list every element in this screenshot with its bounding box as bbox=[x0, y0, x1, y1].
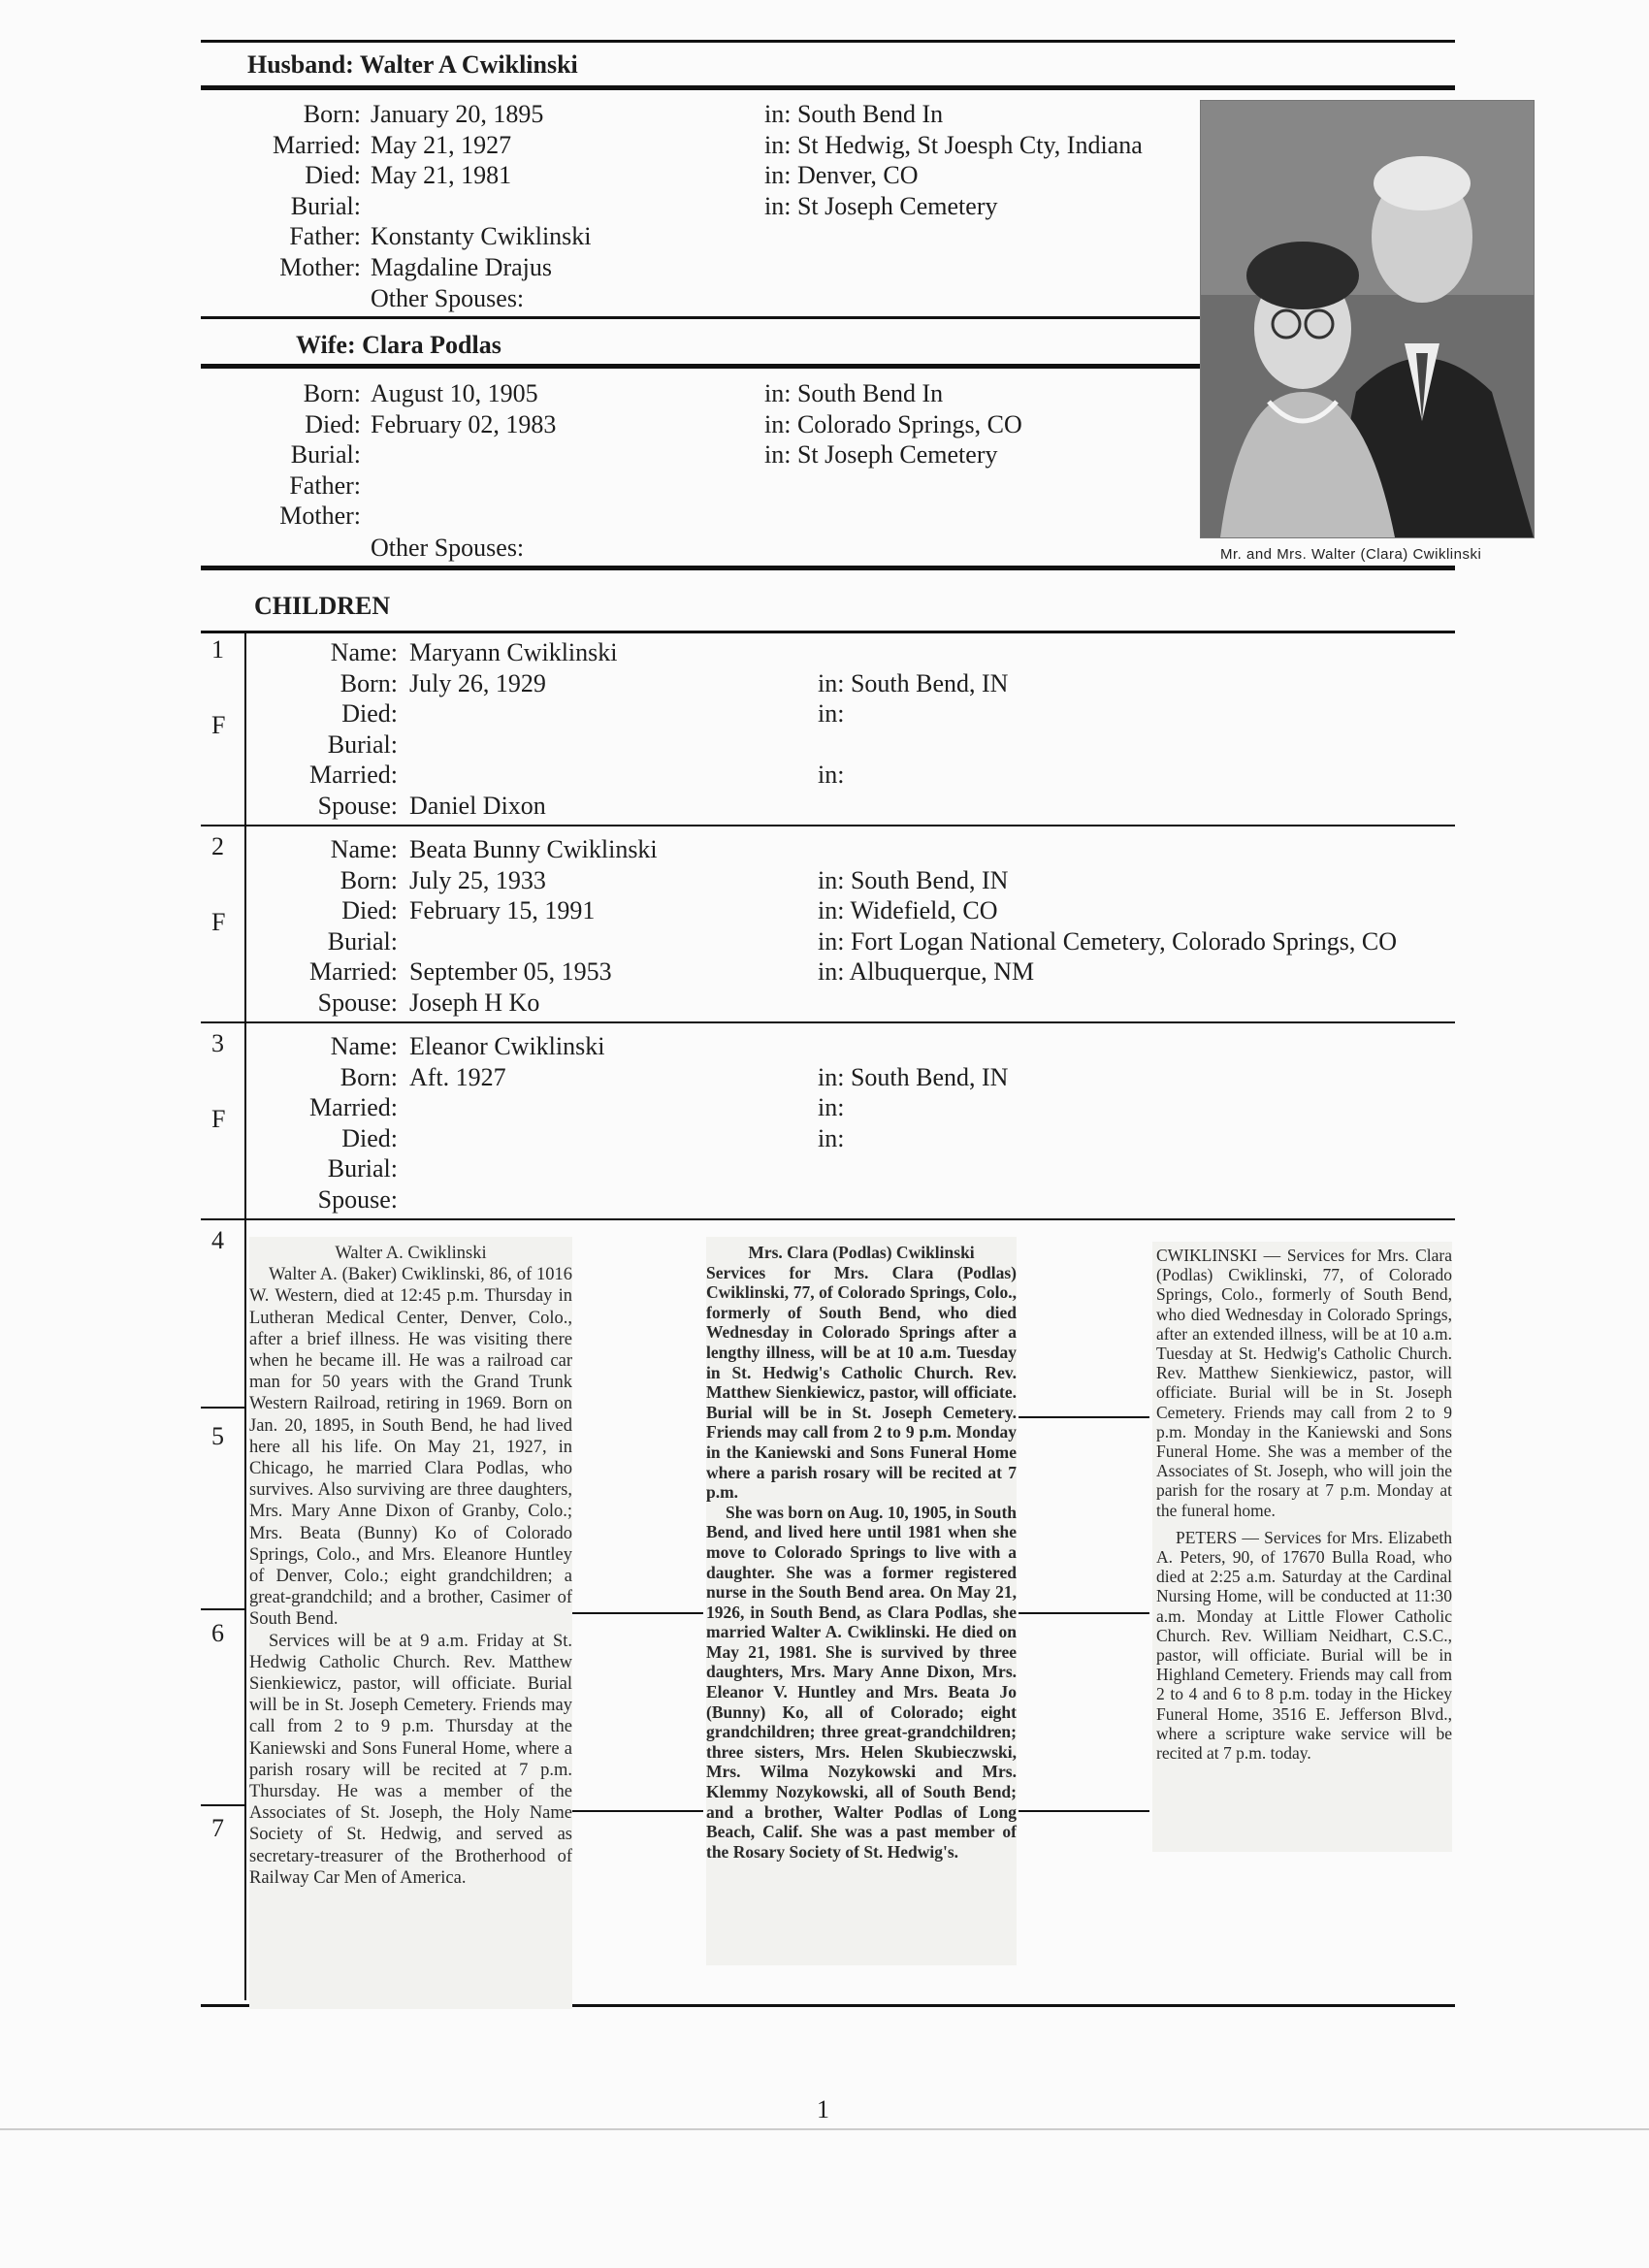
husband-fact-place-label: in: bbox=[764, 100, 792, 128]
children-rule bbox=[201, 631, 1455, 633]
walter-obituary-clipping bbox=[249, 1237, 572, 2009]
child-divider-1 bbox=[201, 825, 1455, 826]
child-fact-value: Eleanor Cwiklinski bbox=[409, 1032, 605, 1060]
child-divider-3 bbox=[201, 1218, 1455, 1220]
walter-obituary-services: Services will be at 9 a.m. Friday at St. Hedwig Catholic Church. Rev. Matthew Sienkiewicz, pastor, will officiate. Burial will be in St. Joseph Cemetery. Friends may call from 2 to 9 p.m. Thursday at the Kaniewski and Sons Funeral Home, where a parish rosary will be recited at 7 p.m. Thursday. He was a member of the Associates of St. Joseph, the Holy Name Society of St. Hedwig, and served as secretary-treasurer of the Brotherhood of Railway Car Men of America. bbox=[249, 1631, 572, 1888]
child-fact-label: Name: bbox=[330, 835, 398, 863]
wife-fact-label: Born: bbox=[303, 379, 361, 407]
child-divider-2 bbox=[201, 1021, 1455, 1023]
page-number: 1 bbox=[817, 2095, 829, 2123]
husband-fact-value: January 20, 1895 bbox=[371, 100, 544, 128]
child-fact-place bbox=[818, 865, 1008, 895]
child-fact-label: Born: bbox=[340, 1062, 398, 1091]
child-fact-label: Burial: bbox=[327, 1154, 398, 1183]
child-fact-label: Married: bbox=[309, 1093, 398, 1122]
husband-fact-label: Father: bbox=[289, 222, 361, 250]
child-fact-value: February 15, 1991 bbox=[409, 896, 596, 925]
child-fact-value: Beata Bunny Cwiklinski bbox=[409, 835, 658, 863]
scan-edge bbox=[0, 2128, 1649, 2130]
husband-other-spouses: Other Spouses: bbox=[371, 284, 525, 312]
husband-fact-place bbox=[764, 99, 943, 129]
husband-heading bbox=[247, 50, 578, 80]
husband-rule bbox=[201, 85, 1455, 90]
wife-fact-label: Burial: bbox=[290, 440, 361, 469]
husband-name: Walter A Cwiklinski bbox=[359, 50, 578, 79]
child-fact-value: July 25, 1933 bbox=[409, 865, 546, 894]
wife-name: Clara Podlas bbox=[362, 331, 501, 359]
child-fact-label: Spouse: bbox=[317, 792, 398, 820]
wife-other-spouses: Other Spouses: bbox=[371, 534, 525, 562]
wife-fact-place-label: in: bbox=[764, 409, 792, 438]
child-number-1: 1 bbox=[211, 635, 224, 664]
husband-fact-place bbox=[764, 130, 1143, 160]
child-fact-place bbox=[818, 895, 998, 925]
child-fact-label: Burial: bbox=[327, 926, 398, 956]
child-fact-place-label: in: bbox=[818, 668, 845, 697]
child-number-7: 7 bbox=[211, 1814, 224, 1842]
wife-heading-label: Wife: bbox=[296, 331, 356, 359]
child-fact-place-label: in: bbox=[818, 957, 845, 987]
child-fact-place-label: in: bbox=[818, 896, 845, 925]
row-line-6a bbox=[201, 1608, 244, 1610]
husband-fact-value: Magdaline Drajus bbox=[371, 252, 553, 281]
husband-fact-place-value: St Joseph Cemetery bbox=[796, 191, 998, 220]
clara-obituary-title: Mrs. Clara (Podlas) Cwiklinski bbox=[748, 1243, 975, 1262]
wife-fact-value: February 02, 1983 bbox=[371, 409, 557, 438]
husband-fact-label: Mother: bbox=[279, 252, 361, 281]
child-fact-label: Married: bbox=[309, 957, 398, 987]
wife-bottom-rule bbox=[201, 566, 1455, 570]
child-fact-label: Married: bbox=[309, 761, 398, 790]
husband-fact-place-value: South Bend In bbox=[796, 100, 944, 128]
wife-fact-label: Mother: bbox=[279, 502, 361, 530]
photo-caption: Mr. and Mrs. Walter (Clara) Cwiklinski bbox=[1220, 546, 1482, 563]
clara-obituary-clipping bbox=[706, 1237, 1017, 1965]
wife-rule bbox=[201, 364, 1200, 369]
child-sex: F bbox=[211, 908, 226, 936]
husband-fact-value: May 21, 1981 bbox=[371, 161, 512, 189]
child-fact-label: Spouse: bbox=[317, 988, 398, 1017]
walter-obituary-title: Walter A. Cwiklinski bbox=[335, 1244, 487, 1263]
row-line-6c bbox=[1018, 1612, 1149, 1614]
child-number-2: 2 bbox=[211, 832, 224, 860]
child-fact-label: Name: bbox=[330, 1032, 398, 1060]
husband-fact-label: Married: bbox=[273, 130, 361, 159]
child-fact-place bbox=[818, 668, 1008, 698]
child-fact-place bbox=[818, 956, 1034, 987]
child-fact-label: Burial: bbox=[327, 729, 398, 759]
child-fact-value: Daniel Dixon bbox=[409, 792, 546, 820]
wife-fact-place-value: Colorado Springs, CO bbox=[796, 409, 1022, 438]
couple-photo bbox=[1200, 100, 1535, 538]
child-fact-place-label: in: bbox=[818, 926, 845, 956]
wife-fact-label: Died: bbox=[305, 409, 361, 438]
husband-heading-label: Husband: bbox=[247, 50, 354, 79]
child-fact-place-value: South Bend, IN bbox=[850, 668, 1009, 697]
child-fact-place-value: South Bend, IN bbox=[850, 1062, 1009, 1091]
husband-fact-label: Burial: bbox=[290, 191, 361, 220]
husband-fact-place-value: St Hedwig, St Joesph Cty, Indiana bbox=[796, 130, 1143, 159]
child-fact-value: July 26, 1929 bbox=[409, 668, 546, 697]
child-fact-value: September 05, 1953 bbox=[409, 957, 612, 987]
child-fact-place-value: Albuquerque, NM bbox=[849, 957, 1035, 987]
husband-fact-place bbox=[764, 160, 919, 190]
wife-top-rule bbox=[201, 316, 1200, 319]
row-line-5a bbox=[201, 1407, 244, 1409]
child-fact-label: Died: bbox=[341, 1123, 398, 1152]
child-fact-place-label: in: bbox=[818, 865, 845, 894]
child-fact-place bbox=[818, 1062, 1008, 1092]
child-fact-label: Died: bbox=[341, 896, 398, 925]
child-fact-place-label: in: bbox=[818, 1062, 845, 1091]
wife-fact-value: August 10, 1905 bbox=[371, 379, 538, 407]
child-fact-value: Joseph H Ko bbox=[409, 988, 540, 1017]
child-fact-place-value: Widefield, CO bbox=[850, 896, 998, 925]
child-fact-label: Name: bbox=[330, 638, 398, 666]
child-number-4: 4 bbox=[211, 1226, 224, 1254]
husband-fact-label: Born: bbox=[303, 100, 361, 128]
child-fact-place bbox=[818, 698, 844, 729]
husband-fact-place-value: Denver, CO bbox=[796, 161, 919, 189]
row-line-7b bbox=[572, 1810, 703, 1812]
child-fact-label: Born: bbox=[340, 865, 398, 894]
child-number-3: 3 bbox=[211, 1029, 224, 1057]
child-fact-place-label: in: bbox=[818, 761, 845, 790]
peters-notice: PETERS — Services for Mrs. Elizabeth A. Peters, 90, of 17670 Bulla Road, who died at 2:25 a.m. Saturday at the Cardinal Nursing Home, will be conducted at 11:30 a.m. Monday at Little Flower Catholic Church. Rev. William Neidhart, C.S.C., pastor, will officiate. Burial will be in Highland Cemetery. Friends may call from 2 to 4 and 6 to 8 p.m. today in the Hickey Funeral Home, 3516 E. Jefferson Blvd., where a scripture wake service will be recited at 7 p.m. today. bbox=[1156, 1527, 1452, 1764]
clara-obituary-body: Services for Mrs. Clara (Podlas) Cwiklinski, 77, of Colorado Springs, Colo., formerly of South Bend, who died Wednesday in Colorado Springs after a lengthy illness, will be at 10 a.m. Tuesday in St. Hedwig's Catholic Church. Rev. Matthew Sienkiewicz, pastor, will officiate. Burial will be in St. Joseph Cemetery. Friends may call from 2 to 9 p.m. Monday in the Kaniewski and Sons Funeral Home where a parish rosary will be recited at 7 p.m. bbox=[706, 1262, 1017, 1503]
husband-fact-place-label: in: bbox=[764, 191, 792, 220]
wife-fact-place-value: South Bend In bbox=[796, 379, 944, 407]
row-line-6b bbox=[572, 1612, 703, 1614]
clara-obituary-bio: She was born on Aug. 10, 1905, in South Bend, and lived here until 1981 when she move to Colorado Springs to live with a daughter. She was a former registered nurse in the South Bend area. On May 21, 1926, in South Bend, as Clara Podlas, she married Walter A. Cwiklinski. He died on May 21, 1981. She is survived by three daughters, Mrs. Mary Anne Dixon, Mrs. Eleanor V. Huntley and Mrs. Beata Jo (Bunny) Ko, all of Colorado; eight grandchildren; three great-grandchildren; three sisters, Mrs. Helen Skubieczwski, Mrs. Wilma Nozykowski and Mrs. Klemmy Nozykowski, all of South Bend; and a brother, Walter Podlas of Long Beach, Calif. She was a past member of the Rosary Society of St. Hedwig's. bbox=[706, 1502, 1017, 1862]
child-sex: F bbox=[211, 711, 226, 739]
child-fact-value: Aft. 1927 bbox=[409, 1062, 506, 1091]
child-fact-place-value: Fort Logan National Cemetery, Colorado Springs, CO bbox=[850, 926, 1397, 956]
husband-fact-value: May 21, 1927 bbox=[371, 130, 512, 159]
wife-fact-place bbox=[764, 378, 943, 408]
child-fact-label: Born: bbox=[340, 668, 398, 697]
wife-fact-place-label: in: bbox=[764, 379, 792, 407]
child-fact-place-label: in: bbox=[818, 1123, 845, 1152]
row-line-7a bbox=[201, 1804, 244, 1806]
children-heading: CHILDREN bbox=[254, 592, 391, 620]
child-number-6: 6 bbox=[211, 1619, 224, 1647]
cwiklinski-notice: CWIKLINSKI — Services for Mrs. Clara (Podlas) Cwiklinski, 77, of Colorado Springs, Colo., formerly of South Bend, who died Wednesday in Colorado Springs, after an extended illness, will be at 10 a.m. Tuesday at St. Hedwig's Catholic Church. Rev. Matthew Sienkiewicz, pastor, will officiate. Burial will be in St. Joseph Cemetery. Friends may call from 2 to 9 p.m. Monday in the Kaniewski and Sons Funeral Home. She was a member of the Associates of St. Joseph, who will join the parish for the rosary at 7 p.m. Monday at the funeral home. bbox=[1156, 1246, 1452, 1520]
child-fact-place bbox=[818, 1123, 844, 1153]
row-line-7c bbox=[1018, 1810, 1149, 1812]
child-sex: F bbox=[211, 1105, 226, 1133]
wife-fact-place bbox=[764, 439, 997, 470]
wife-heading bbox=[296, 331, 501, 360]
child-number-5: 5 bbox=[211, 1422, 224, 1450]
top-rule bbox=[201, 40, 1455, 43]
child-fact-place-label: in: bbox=[818, 1093, 845, 1122]
row-line-5b bbox=[1018, 1416, 1149, 1418]
child-fact-place bbox=[818, 926, 1397, 956]
child-fact-label: Spouse: bbox=[317, 1185, 398, 1214]
wife-fact-place-value: St Joseph Cemetery bbox=[796, 440, 998, 469]
wife-fact-label: Father: bbox=[289, 470, 361, 500]
child-fact-value: Maryann Cwiklinski bbox=[409, 638, 618, 666]
child-fact-place bbox=[818, 1092, 844, 1122]
child-fact-place-value: South Bend, IN bbox=[850, 865, 1009, 894]
child-fact-place-label: in: bbox=[818, 699, 845, 729]
husband-fact-place-label: in: bbox=[764, 161, 792, 189]
walter-obituary-body: Walter A. (Baker) Cwiklinski, 86, of 1016 W. Western, died at 12:45 p.m. Thursday in Lutheran Medical Center, Denver, Colo., after a brief illness. He was visiting there when he became ill. He was a railroad car man for 50 years with the Grand Trunk Western Railroad, retiring in 1969. Born on Jan. 20, 1895, in South Bend, he had lived here all his life. On May 21, 1927, in Chicago, he married Clara Podlas, who survives. Also surviving are three daughters, Mrs. Mary Anne Dixon of Granby, Colo.; Mrs. Beata (Bunny) Ko of Colorado Springs, Colo., and Mrs. Eleanore Huntley of Denver, Colo.; eight grandchildren; a great-grandchild; and a brother, Casimer of South Bend. bbox=[249, 1265, 572, 1630]
husband-fact-place-label: in: bbox=[764, 130, 792, 159]
husband-fact-value: Konstanty Cwiklinski bbox=[371, 222, 592, 250]
child-fact-label: Died: bbox=[341, 699, 398, 729]
wife-fact-place bbox=[764, 409, 1022, 439]
child-fact-place bbox=[818, 760, 844, 790]
death-notices-clipping bbox=[1152, 1242, 1452, 1852]
husband-fact-label: Died: bbox=[305, 161, 361, 189]
couple-photo-image bbox=[1201, 101, 1534, 537]
wife-fact-place-label: in: bbox=[764, 440, 792, 469]
husband-fact-place bbox=[764, 191, 997, 221]
